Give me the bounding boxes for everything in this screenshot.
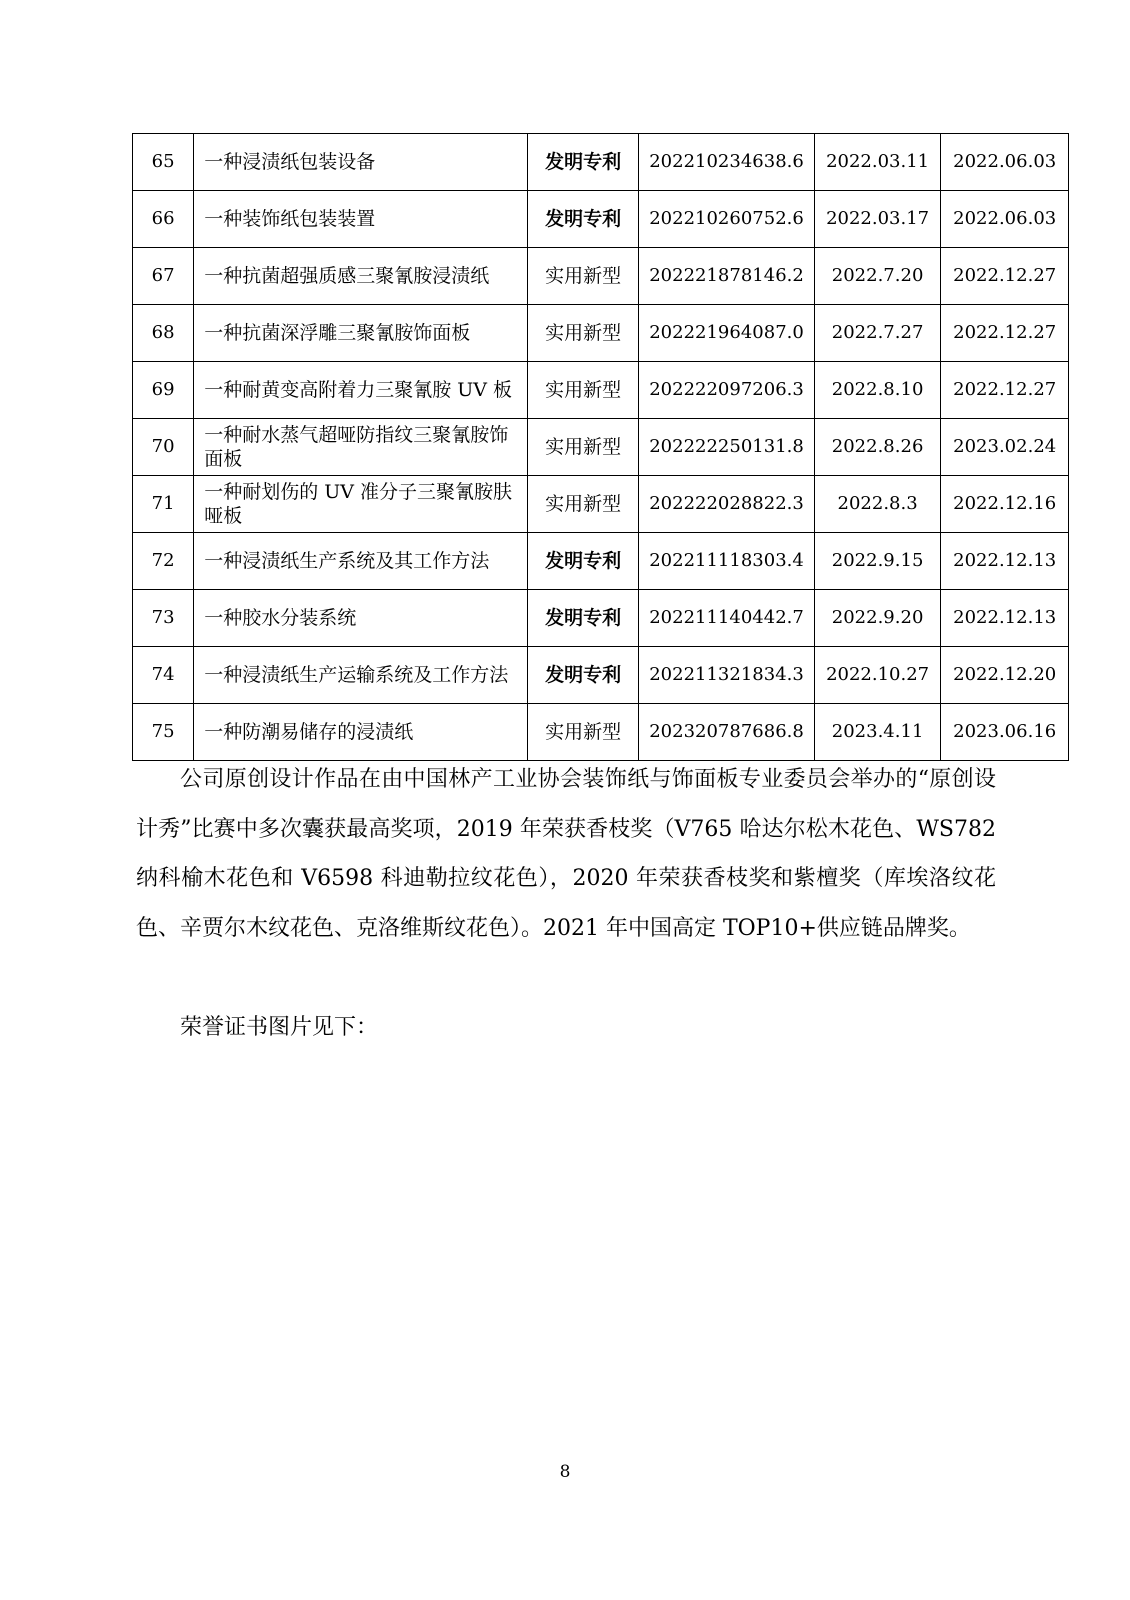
patent-name-cell: 一种耐划伤的 UV 准分子三聚氰胺肤哑板 [194,476,528,533]
grant-date-cell: 2022.12.13 [941,590,1069,647]
patent-type-cell: 实用新型 [528,476,639,533]
patent-name-cell: 一种浸渍纸包装设备 [194,134,528,191]
patent-type-cell: 发明专利 [528,134,639,191]
application-number-cell: 202211118303.4 [639,533,815,590]
table-row [133,134,1069,191]
application-number-cell: 202222028822.3 [639,476,815,533]
patent-number-cell: 74 [133,647,194,704]
patent-type-cell: 发明专利 [528,647,639,704]
application-number-cell: 202222097206.3 [639,362,815,419]
patent-name-cell: 一种耐水蒸气超哑防指纹三聚氰胺饰面板 [194,419,528,476]
grant-date-cell: 2022.12.16 [941,476,1069,533]
application-number-cell: 202211140442.7 [639,590,815,647]
patent-name-cell: 一种抗菌超强质感三聚氰胺浸渍纸 [194,248,528,305]
patent-number-cell: 65 [133,134,194,191]
patent-number-cell: 72 [133,533,194,590]
patent-name-cell: 一种浸渍纸生产系统及其工作方法 [194,533,528,590]
patent-type-cell: 实用新型 [528,419,639,476]
patent-type-cell: 实用新型 [528,362,639,419]
patent-name-cell: 一种防潮易储存的浸渍纸 [194,704,528,761]
patent-type-cell: 实用新型 [528,704,639,761]
patent-type-cell: 发明专利 [528,191,639,248]
application-number-cell: 202210234638.6 [639,134,815,191]
patent-number-cell: 69 [133,362,194,419]
table-row [133,704,1069,761]
table-row [133,419,1069,476]
table-row [133,191,1069,248]
patent-number-cell: 70 [133,419,194,476]
table-row [133,305,1069,362]
grant-date-cell: 2023.06.16 [941,704,1069,761]
patent-type-cell: 实用新型 [528,305,639,362]
grant-date-cell: 2022.06.03 [941,191,1069,248]
application-date-cell: 2023.4.11 [814,704,941,761]
patent-name-cell: 一种耐黄变高附着力三聚氰胺 UV 板 [194,362,528,419]
table-row [133,362,1069,419]
patent-type-cell: 发明专利 [528,590,639,647]
application-number-cell: 202222250131.8 [639,419,815,476]
patent-number-cell: 75 [133,704,194,761]
application-date-cell: 2022.9.20 [814,590,941,647]
patent-table-body [133,134,1069,761]
patent-number-cell: 66 [133,191,194,248]
grant-date-cell: 2022.12.13 [941,533,1069,590]
page-number: 8 [559,1462,571,1482]
application-number-cell: 202210260752.6 [639,191,815,248]
grant-date-cell: 2022.06.03 [941,134,1069,191]
grant-date-cell: 2022.12.27 [941,248,1069,305]
application-number-cell: 202320787686.8 [639,704,815,761]
application-date-cell: 2022.8.3 [814,476,941,533]
patent-number-cell: 71 [133,476,194,533]
table-row [133,476,1069,533]
patent-number-cell: 73 [133,590,194,647]
patent-type-cell: 实用新型 [528,248,639,305]
application-date-cell: 2022.7.27 [814,305,941,362]
application-date-cell: 2022.9.15 [814,533,941,590]
table-row [133,647,1069,704]
patent-name-cell: 一种胶水分装系统 [194,590,528,647]
application-date-cell: 2022.03.11 [814,134,941,191]
patent-name-cell: 一种抗菌深浮雕三聚氰胺饰面板 [194,305,528,362]
application-number-cell: 202211321834.3 [639,647,815,704]
awards-paragraph: 公司原创设计作品在由中国林产工业协会装饰纸与饰面板专业委员会举办的“原创设计秀”比赛中多次囊获最高奖项，2019 年荣获香枝奖（V765 哈达尔松木花色、WS782 纳科榆木花色和 V6598 科迪勒拉纹花色），2020 年荣获香枝奖和紫檀奖（库埃洛纹花色、辛贾尔木纹花色、克洛维斯纹花色）。2021 年中国高定 TOP10+供应链品牌奖。 [136,767,996,941]
grant-date-cell: 2022.12.20 [941,647,1069,704]
application-number-cell: 202221878146.2 [639,248,815,305]
certificate-caption: 荣誉证书图片见下： [180,1015,379,1040]
application-date-cell: 2022.8.10 [814,362,941,419]
application-date-cell: 2022.03.17 [814,191,941,248]
table-row [133,590,1069,647]
patent-number-cell: 67 [133,248,194,305]
application-date-cell: 2022.7.20 [814,248,941,305]
application-number-cell: 202221964087.0 [639,305,815,362]
patent-number-cell: 68 [133,305,194,362]
table-row [133,533,1069,590]
application-date-cell: 2022.10.27 [814,647,941,704]
patent-name-cell: 一种浸渍纸生产运输系统及工作方法 [194,647,528,704]
grant-date-cell: 2022.12.27 [941,362,1069,419]
application-date-cell: 2022.8.26 [814,419,941,476]
patent-table [132,133,1069,761]
table-row [133,248,1069,305]
grant-date-cell: 2023.02.24 [941,419,1069,476]
patent-type-cell: 发明专利 [528,533,639,590]
patent-name-cell: 一种装饰纸包装装置 [194,191,528,248]
grant-date-cell: 2022.12.27 [941,305,1069,362]
